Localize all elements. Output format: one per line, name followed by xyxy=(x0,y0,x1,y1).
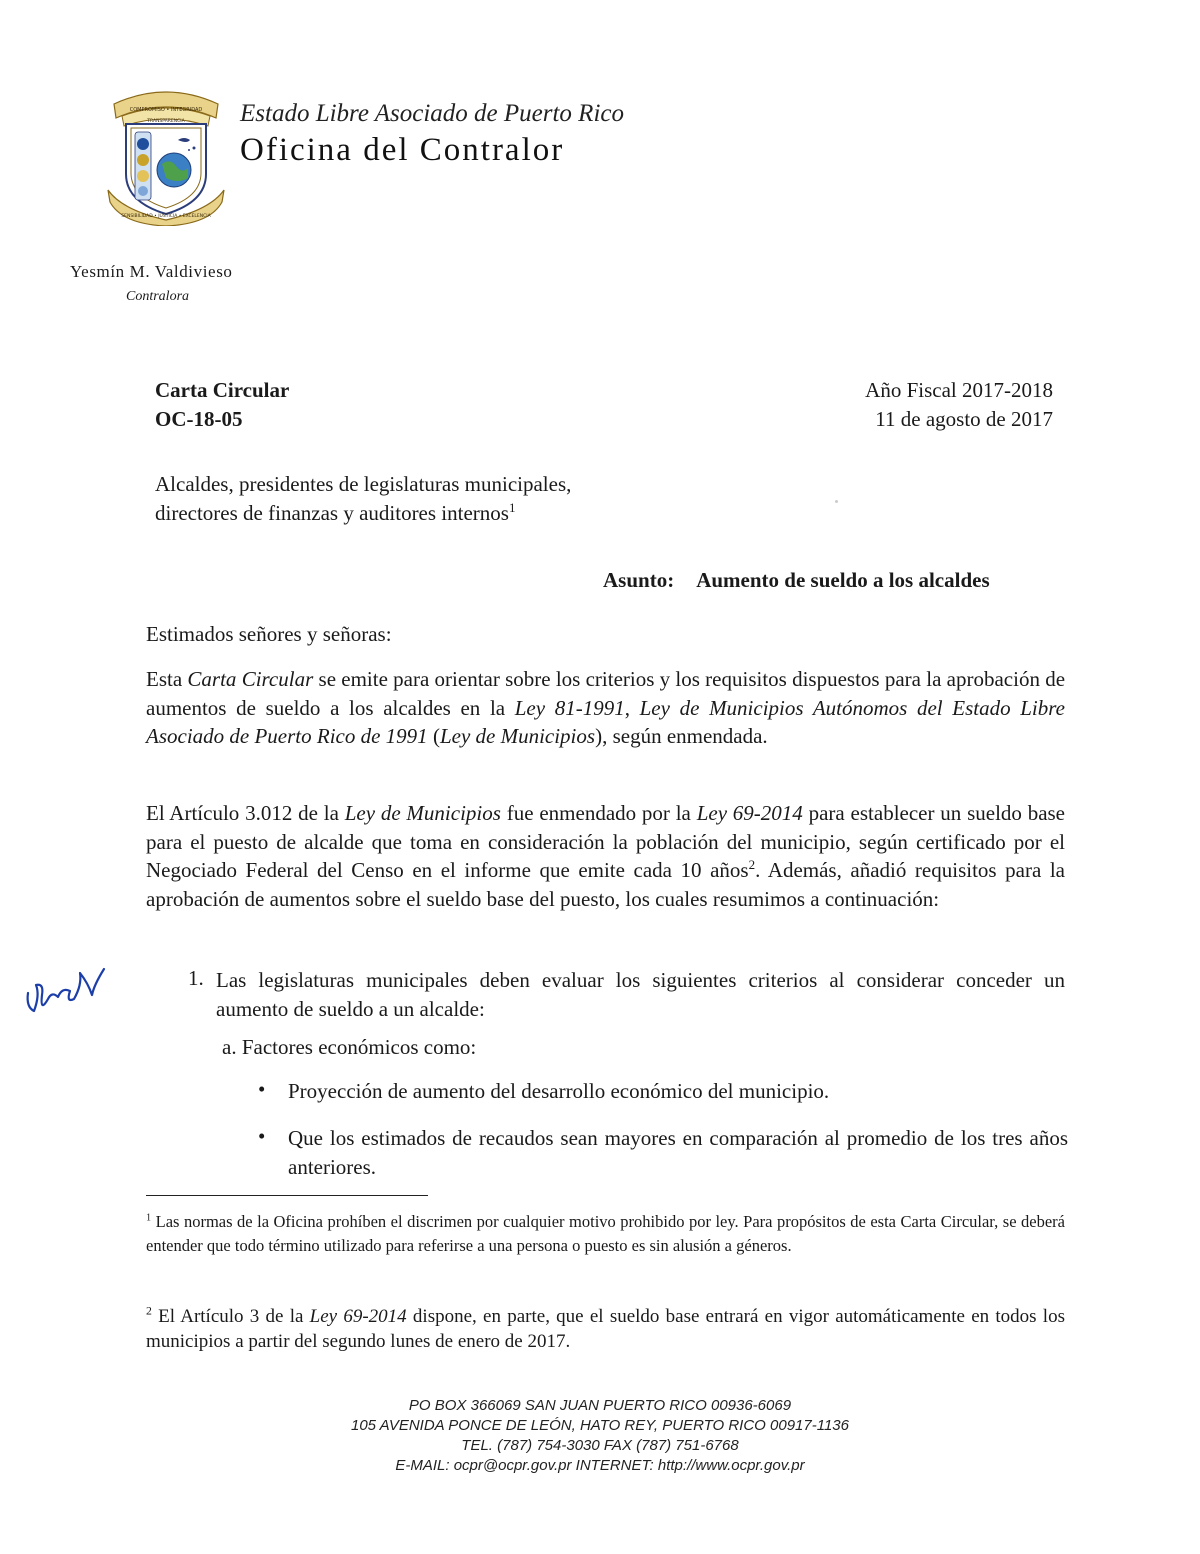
recipients-line-2: directores de finanzas y auditores internos$^1$ xyxy=(155,500,516,525)
bullet-item-2: Que los estimados de recaudos sean mayores en comparación al promedio de los tres años anteriores. xyxy=(288,1126,1068,1179)
bullet-icon: • xyxy=(258,1124,266,1148)
footnote-ref-2: 2 xyxy=(748,857,756,872)
footer-address-po: PO BOX 366069 SAN JUAN PUERTO RICO 00936-6069 xyxy=(408,1397,792,1414)
footnote-divider xyxy=(146,1195,428,1196)
list-item-1-number: 1. xyxy=(188,966,204,990)
handwritten-initials-icon xyxy=(22,955,110,1025)
greeting: Estimados señores y señoras: xyxy=(146,622,392,646)
date-block xyxy=(865,376,1053,434)
letter-date: 11 de agosto de 2017 xyxy=(875,407,1053,431)
circular-number: OC-18-05 xyxy=(155,407,243,431)
subject-line xyxy=(603,568,990,593)
signer-title: Contralora xyxy=(126,289,190,304)
footnote-ref-1: 1 xyxy=(508,500,516,515)
seal-logo-icon xyxy=(104,78,228,226)
list-subitem-a: a. Factores económicos como: xyxy=(222,1035,477,1059)
recipients-line-1: Alcaldes, presidentes de legislaturas municipales, xyxy=(155,472,572,496)
circular-label: Carta Circular xyxy=(155,378,290,402)
seal-inner-text: TRANSPARENCIA xyxy=(147,119,185,124)
list-item-1: Las legislaturas municipales deben evaluar los siguientes criterios al considerar conceder un aumento de sueldo a un alcalde: xyxy=(216,968,1065,1021)
signer-name: Yesmín M. Valdivieso xyxy=(70,262,233,281)
bullet-icon: • xyxy=(258,1077,266,1101)
seal-top-text: COMPROMISO • INTEGRIDAD xyxy=(129,107,203,113)
footer-contact xyxy=(0,1396,1200,1476)
footer-phone: TEL. (787) 754-3030 FAX (787) 751-6768 xyxy=(461,1437,739,1454)
subject-text: Aumento de sueldo a los alcaldes xyxy=(696,568,990,592)
paragraph-1: Esta Carta Circular se emite para orientar sobre los criterios y los requisitos dispuestos para la aprobación de aumentos de sueldo a los alcaldes en la Ley 81-1991, Ley de Municipios Autónomos del Estado Libre Asociado de Puerto Rico de 1991 (Ley de Municipios), según enmendada. xyxy=(146,667,1066,748)
agency-line-2: Oficina del Contralor xyxy=(240,132,565,168)
circular-id-block xyxy=(155,376,289,434)
seal-bottom-text: SENSIBILIDAD • JUSTICIA • EXCELENCIA xyxy=(121,214,211,219)
fiscal-year: Año Fiscal 2017-2018 xyxy=(865,378,1053,402)
subject-label: Asunto: xyxy=(603,568,675,592)
footer-address-street: 105 AVENIDA PONCE DE LEÓN, HATO REY, PUERTO RICO 00917-1136 xyxy=(351,1417,849,1434)
recipients xyxy=(155,470,571,528)
scan-speck xyxy=(835,500,838,503)
footnote-1: $^1$ Las normas de la Oficina prohíben el discrimen por cualquier motivo prohibido por ley. Para propósitos de esta Carta Circular, se deberá entender que todo término utilizado para referirse a una persona o puesto es sin alusión a géneros. xyxy=(146,1212,1065,1255)
bullet-item-1: Proyección de aumento del desarrollo económico del municipio. xyxy=(288,1079,830,1103)
agency-line-1: Estado Libre Asociado de Puerto Rico xyxy=(240,100,624,127)
footnote-2: $^2$ El Artículo 3 de la Ley 69-2014 dispone, en parte, que el sueldo base entrará en vigor automáticamente en todos los municipios a partir del segundo lunes de enero de 2017. xyxy=(146,1304,1065,1352)
footer-email-web: E-MAIL: ocpr@ocpr.gov.pr INTERNET: http://www.ocpr.gov.pr xyxy=(395,1457,805,1474)
paragraph-2: El Artículo 3.012 de la Ley de Municipios fue enmendado por la Ley 69-2014 para establecer un sueldo base para el puesto de alcalde que toma en consideración la población del municipio, según certificado por el Negociado Federal del Censo en el informe que emite cada 10 años$^2$. Además, añadió requisitos para la aprobación de aumentos sobre el sueldo base del puesto, los cuales resumimos a continuación: xyxy=(146,801,1066,911)
